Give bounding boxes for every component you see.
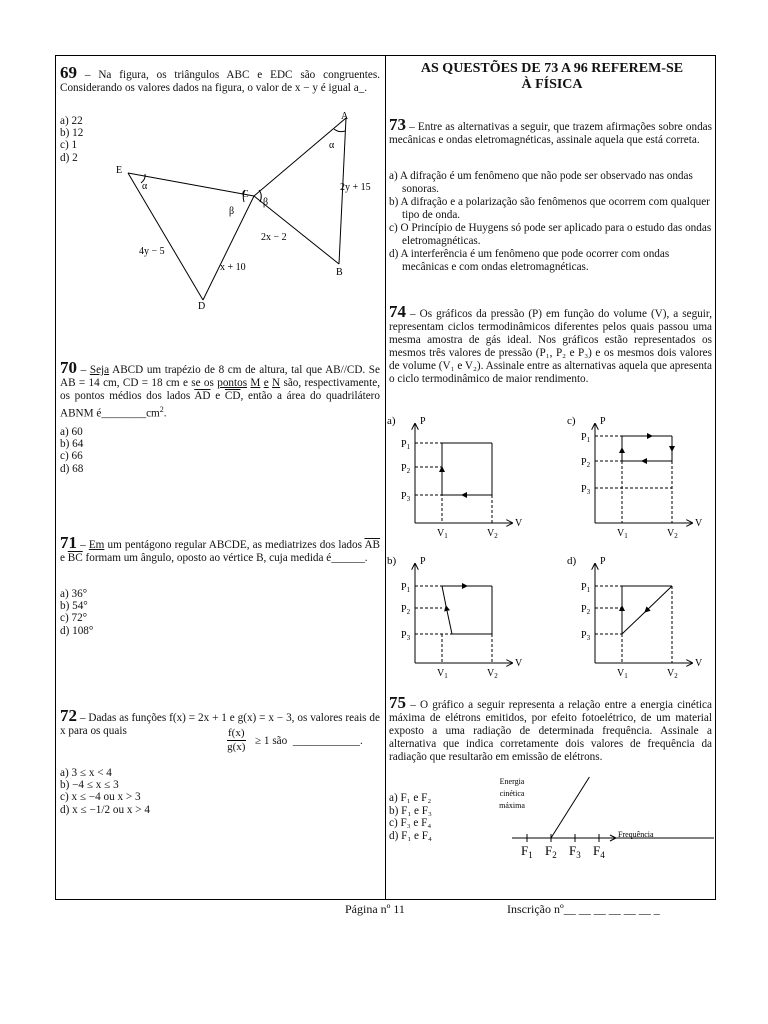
p1-label: $P_1$ bbox=[581, 582, 591, 594]
question-text: – bbox=[77, 539, 89, 551]
question-text: – Entre as alternativas a seguir, que trazem afirmações sobre ondas mecânicas e ondas eletromagnéticas, assinale aquela que está correta. bbox=[389, 121, 712, 146]
question-text: e bbox=[60, 552, 68, 564]
angle-alpha-a: α bbox=[329, 140, 335, 151]
question-number: 71 bbox=[60, 533, 77, 552]
p1-label: $P_1$ bbox=[401, 439, 411, 451]
option-b[interactable]: b) 12 bbox=[60, 127, 84, 140]
page-number: Página nº 11 bbox=[345, 902, 405, 916]
option-a[interactable]: a) A difração é um fenômeno que não pode ser observado nas ondas sonoras. bbox=[389, 170, 693, 195]
angle-beta-right: β bbox=[263, 197, 269, 208]
graph-d-label: d) bbox=[567, 555, 577, 567]
option-a[interactable]: a) 60 bbox=[60, 426, 83, 438]
graph-d bbox=[567, 555, 703, 680]
q71-options bbox=[60, 588, 93, 637]
question-text: – O gráfico a seguir representa a relação entre a energia cinética máxima de elétrons emitidos, por efeito fotoelétrico, de um material exposto a uma radiação de determinada frequência. Assinale a alternativa que indica corretamente dois valores de frequência da radiação que resultarão em emissão de elétrons. bbox=[389, 699, 712, 763]
graph-c bbox=[567, 415, 703, 540]
option-d[interactable]: d) F₁ e F₄ bbox=[389, 829, 432, 842]
question-text: são, respectivamente, os pontos médios dos lados bbox=[60, 377, 380, 402]
v1-label: $V_1$ bbox=[617, 668, 628, 680]
p-axis-label: P bbox=[600, 556, 606, 567]
column-divider bbox=[385, 56, 386, 899]
option-b[interactable]: b) −4 ≤ x ≤ 3 bbox=[60, 779, 119, 792]
question-text: Seja bbox=[89, 364, 110, 376]
fraction-fx-gx bbox=[227, 727, 246, 754]
graph-b-label: b) bbox=[387, 555, 397, 567]
physics-heading bbox=[387, 61, 717, 93]
superscript: 2 bbox=[159, 405, 164, 414]
angle-beta-left: β bbox=[229, 206, 235, 217]
v2-label: $V_2$ bbox=[487, 668, 498, 680]
pv-graphs bbox=[387, 406, 717, 681]
p1-label: $P_1$ bbox=[581, 432, 591, 444]
q75-options bbox=[389, 792, 432, 842]
angle-alpha-e: α bbox=[142, 181, 148, 192]
option-c[interactable]: c) 72° bbox=[60, 612, 88, 625]
question-text: um pentágono regular ABCDE, as mediatrizes dos lados bbox=[104, 539, 365, 551]
side-4y-minus-5: 4y − 5 bbox=[139, 246, 165, 257]
q72-options bbox=[60, 767, 150, 816]
question-71 bbox=[60, 533, 381, 565]
question-number: 75 bbox=[389, 693, 406, 712]
v-axis-label: V bbox=[515, 658, 523, 669]
graph-a bbox=[387, 415, 523, 540]
vertex-b-label: B bbox=[336, 267, 343, 278]
q70-options bbox=[60, 426, 83, 475]
segment-cd: $\overline{CD}$ bbox=[224, 390, 241, 402]
exam-page bbox=[55, 55, 716, 900]
side-2y-plus-15: 2y + 15 bbox=[340, 182, 371, 193]
p2-label: $P_2$ bbox=[401, 604, 411, 616]
question-72 bbox=[60, 706, 380, 738]
option-d[interactable]: d) 68 bbox=[60, 462, 84, 475]
v1-label: $V_1$ bbox=[437, 668, 448, 680]
p2-label: $P_2$ bbox=[581, 604, 591, 616]
option-c[interactable]: c) 66 bbox=[60, 450, 83, 463]
option-a[interactable]: a) 36° bbox=[60, 588, 88, 600]
option-d[interactable]: d) x ≤ −1/2 ou x > 4 bbox=[60, 803, 150, 816]
segment-ab: $\overline{AB}$ bbox=[364, 539, 381, 551]
question-text: Em bbox=[88, 539, 105, 551]
option-c[interactable]: c) F₃ e F₄ bbox=[389, 817, 432, 829]
q73-options bbox=[389, 170, 712, 274]
question-75 bbox=[389, 693, 712, 764]
graph-b bbox=[387, 555, 523, 680]
p3-label: $P_3$ bbox=[401, 491, 411, 503]
vertex-a-label: A bbox=[341, 111, 349, 122]
p3-label: $P_3$ bbox=[581, 630, 591, 642]
y-axis-label bbox=[499, 777, 525, 810]
heading-line-2: À FÍSICA bbox=[521, 77, 583, 92]
v2-label: $V_2$ bbox=[667, 668, 678, 680]
answer-blank: ____________. bbox=[292, 735, 363, 747]
option-c[interactable]: c) 1 bbox=[60, 139, 78, 152]
p3-label: $P_3$ bbox=[401, 630, 411, 642]
question-number: 72 bbox=[60, 706, 77, 725]
vertex-e-label: E bbox=[116, 165, 123, 176]
question-text: – bbox=[77, 364, 90, 376]
side-2x-minus-2: 2x − 2 bbox=[261, 232, 287, 243]
question-text: pontos bbox=[217, 377, 248, 389]
y-label-line-2: cinética bbox=[499, 789, 525, 798]
option-d[interactable]: d) 108° bbox=[60, 624, 94, 637]
vertex-d-label: D bbox=[198, 301, 206, 312]
question-number: 74 bbox=[389, 302, 406, 321]
segment-ad: $\overline{AD}$ bbox=[194, 390, 211, 402]
p2-label: $P_2$ bbox=[581, 457, 591, 469]
segment-bc: $\overline{BC}$ bbox=[67, 552, 83, 564]
p-axis-label: P bbox=[600, 416, 606, 427]
question-73 bbox=[389, 115, 712, 147]
option-b[interactable]: b) 64 bbox=[60, 438, 84, 451]
v2-label: $V_2$ bbox=[487, 528, 498, 540]
x-tick-label-4: $F_4$ bbox=[593, 843, 605, 860]
question-text: ≥ 1 são bbox=[255, 735, 288, 747]
option-c[interactable]: c) x ≤ −4 ou x > 3 bbox=[60, 791, 141, 804]
question-text: N bbox=[272, 377, 281, 389]
question-text: M bbox=[250, 377, 261, 389]
option-b[interactable]: b) 54° bbox=[60, 600, 88, 613]
question-text: e bbox=[210, 390, 225, 402]
photoelectric-chart bbox=[492, 774, 717, 874]
fraction-numerator: f(x) bbox=[228, 727, 245, 739]
question-text: . bbox=[163, 407, 167, 420]
question-74 bbox=[389, 302, 712, 386]
heading-line-1: AS QUESTÕES DE 73 A 96 REFEREM-SE bbox=[420, 61, 684, 76]
option-d[interactable]: d) 2 bbox=[60, 151, 78, 164]
x-tick-label-2: $F_2$ bbox=[545, 843, 557, 860]
question-text: formam um ângulo, oposto ao vértice B, cuja medida é______. bbox=[82, 552, 368, 564]
fraction-denominator: g(x) bbox=[227, 741, 246, 753]
triangles-figure bbox=[56, 56, 385, 356]
x-tick-label-3: $F_3$ bbox=[569, 843, 581, 860]
option-a[interactable]: a) 22 bbox=[60, 115, 83, 127]
graph-c-label: c) bbox=[567, 415, 576, 427]
v1-label: $V_1$ bbox=[617, 528, 628, 540]
v2-label: $V_2$ bbox=[667, 528, 678, 540]
option-b[interactable]: b) A difração e a polarização são fenômenos que ocorrem com qualquer tipo de onda. bbox=[389, 196, 710, 221]
vertex-c-label: C bbox=[242, 189, 249, 200]
option-a[interactable]: a) F₁ e F₂ bbox=[389, 792, 432, 804]
p-axis-label: P bbox=[420, 556, 426, 567]
question-text: e bbox=[263, 377, 269, 389]
option-b[interactable]: b) F₁ e F₃ bbox=[389, 804, 432, 817]
question-number: 73 bbox=[389, 115, 406, 134]
question-text: – Na figura, os triângulos ABC e EDC são congruentes. Considerando os valores dados na figura, o valor de x − y é igual a_. bbox=[60, 69, 380, 94]
question-number: 70 bbox=[60, 358, 77, 377]
question-number: 69 bbox=[60, 63, 77, 82]
question-text: – Os gráficos da pressão (P) em função do volume (V), a seguir, representam ciclos termodinâmicos diferentes pelos quais passou uma mesma amostra de gás ideal. Nos gráficos estão representados os mesmos três valores de pressão (P₁, P₂ e P₃) e os mesmos dois valores de volume (V₁ e V₂). Assinale entre as alternativas aquela que apresenta o ciclo termodinâmico de maior rendimento. bbox=[389, 308, 712, 385]
y-label-line-3: máxima bbox=[499, 801, 525, 810]
y-label-line-1: Energia bbox=[499, 777, 525, 786]
question-text: , então a área do quadrilátero ABNM é________cm bbox=[60, 390, 380, 420]
p-axis-label: P bbox=[420, 416, 426, 427]
question-70 bbox=[60, 358, 380, 421]
v-axis-label: V bbox=[515, 518, 523, 529]
option-a[interactable]: a) 3 ≤ x < 4 bbox=[60, 767, 112, 779]
p2-label: $P_2$ bbox=[401, 463, 411, 475]
p1-label: $P_1$ bbox=[401, 582, 411, 594]
inequality-text bbox=[255, 735, 363, 747]
graph-a-label: a) bbox=[387, 415, 396, 427]
side-x-plus-10: x + 10 bbox=[220, 262, 246, 273]
energy-series-line bbox=[551, 777, 589, 838]
option-d[interactable]: d) A interferência é um fenômeno que pode ocorrer com ondas mecânicas e com ondas eletromagnéticas. bbox=[389, 248, 670, 273]
inscription-number: Inscrição nº__ __ __ __ __ __ _ bbox=[507, 902, 660, 916]
x-axis-label: Frequência bbox=[618, 830, 654, 839]
v-axis-label: V bbox=[695, 518, 703, 529]
p3-label: $P_3$ bbox=[581, 484, 591, 496]
v1-label: $V_1$ bbox=[437, 528, 448, 540]
x-tick-label-1: $F_1$ bbox=[521, 843, 533, 860]
v-axis-label: V bbox=[695, 658, 703, 669]
question-text: ABCD um trapézio de 8 cm de altura, tal que AB//CD. Se AB = 14 cm, CD = 18 cm e se os bbox=[60, 364, 380, 389]
option-c[interactable]: c) O Princípio de Huygens só pode ser aplicado para o estudo das ondas eletromagnéticas. bbox=[389, 222, 712, 247]
question-text: – Dadas as funções f(x) = 2x + 1 e g(x) = x − 3, os valores reais de x para os quais bbox=[60, 712, 380, 737]
